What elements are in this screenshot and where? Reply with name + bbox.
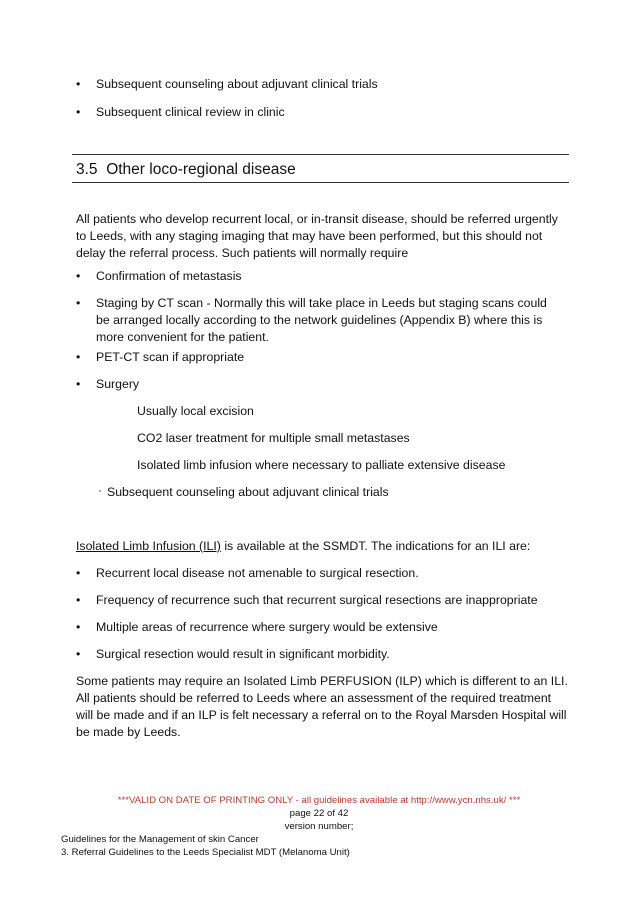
footer-version: version number; (284, 821, 354, 832)
bullet-mark: • (76, 593, 81, 607)
ili-intro (76, 538, 530, 555)
ili-term: Isolated Limb Infusion (ILI) (76, 539, 221, 553)
list-item: Subsequent counseling about adjuvant clinical trials (96, 77, 378, 91)
surgery-option: Usually local excision (137, 404, 254, 418)
footer-doc-subtitle: 3. Referral Guidelines to the Leeds Specialist MDT (Melanoma Unit) (61, 847, 350, 858)
list-item: Multiple areas of recurrence where surgery would be extensive (96, 620, 438, 634)
list-item: Frequency of recurrence such that recurrent surgical resections are inappropriate (96, 593, 538, 607)
small-bullet-mark: · (98, 483, 103, 497)
surgery-option: Isolated limb infusion where necessary to palliate extensive disease (137, 458, 506, 472)
bullet-mark: • (76, 296, 81, 310)
footer-doc-title: Guidelines for the Management of skin Cancer (61, 834, 259, 845)
heading-bottom-rule (72, 182, 569, 183)
list-item: Surgical resection would result in significant morbidity. (96, 647, 390, 661)
bullet-mark: • (76, 269, 81, 283)
bullet-mark: • (76, 566, 81, 580)
bullet-mark: • (76, 350, 81, 364)
list-item: Recurrent local disease not amenable to surgical resection. (96, 566, 419, 580)
bullet-mark: • (76, 647, 81, 661)
surgery-option: CO2 laser treatment for multiple small metastases (137, 431, 410, 445)
bullet-mark: • (76, 620, 81, 634)
heading-top-rule (72, 154, 569, 155)
ilp-paragraph: Some patients may require an Isolated Limb PERFUSION (ILP) which is different to an ILI. All patients should be referred to Leeds where an assessment of the required treatment will be made and if an ILP is felt necessary a referral on to the Royal Marsden Hospital will be made by Leeds. (76, 674, 568, 739)
list-item: Staging by CT scan - Normally this will take place in Leeds but staging scans could be arranged locally according to the network guidelines (Appendix B) where this is more convenient for the patient. (96, 296, 547, 344)
footer-page-number: page 22 of 42 (289, 808, 349, 819)
section-heading (76, 160, 296, 180)
list-item: Confirmation of metastasis (96, 269, 242, 283)
bullet-mark: • (76, 377, 81, 391)
intro-paragraph: All patients who develop recurrent local, or in-transit disease, should be referred urgently to Leeds, with any staging imaging that may have been performed, but this should not delay the referral process. Such patients will normally require (76, 212, 558, 260)
bullet-mark: • (76, 105, 81, 119)
bullet-mark: • (76, 77, 81, 91)
footer-validity-notice: ***VALID ON DATE OF PRINTING ONLY - all guidelines available at http://www.ycn.nhs.uk/ *** (117, 795, 521, 806)
list-item: Subsequent counseling about adjuvant clinical trials (107, 485, 389, 499)
list-item: Surgery (96, 377, 140, 391)
ili-intro-rest: is available at the SSMDT. The indications for an ILI are: (220, 539, 531, 553)
section-title: Other loco-regional disease (106, 161, 296, 178)
list-item: Subsequent clinical review in clinic (96, 105, 285, 119)
list-item: PET-CT scan if appropriate (96, 350, 245, 364)
section-number: 3.5 (76, 161, 98, 178)
